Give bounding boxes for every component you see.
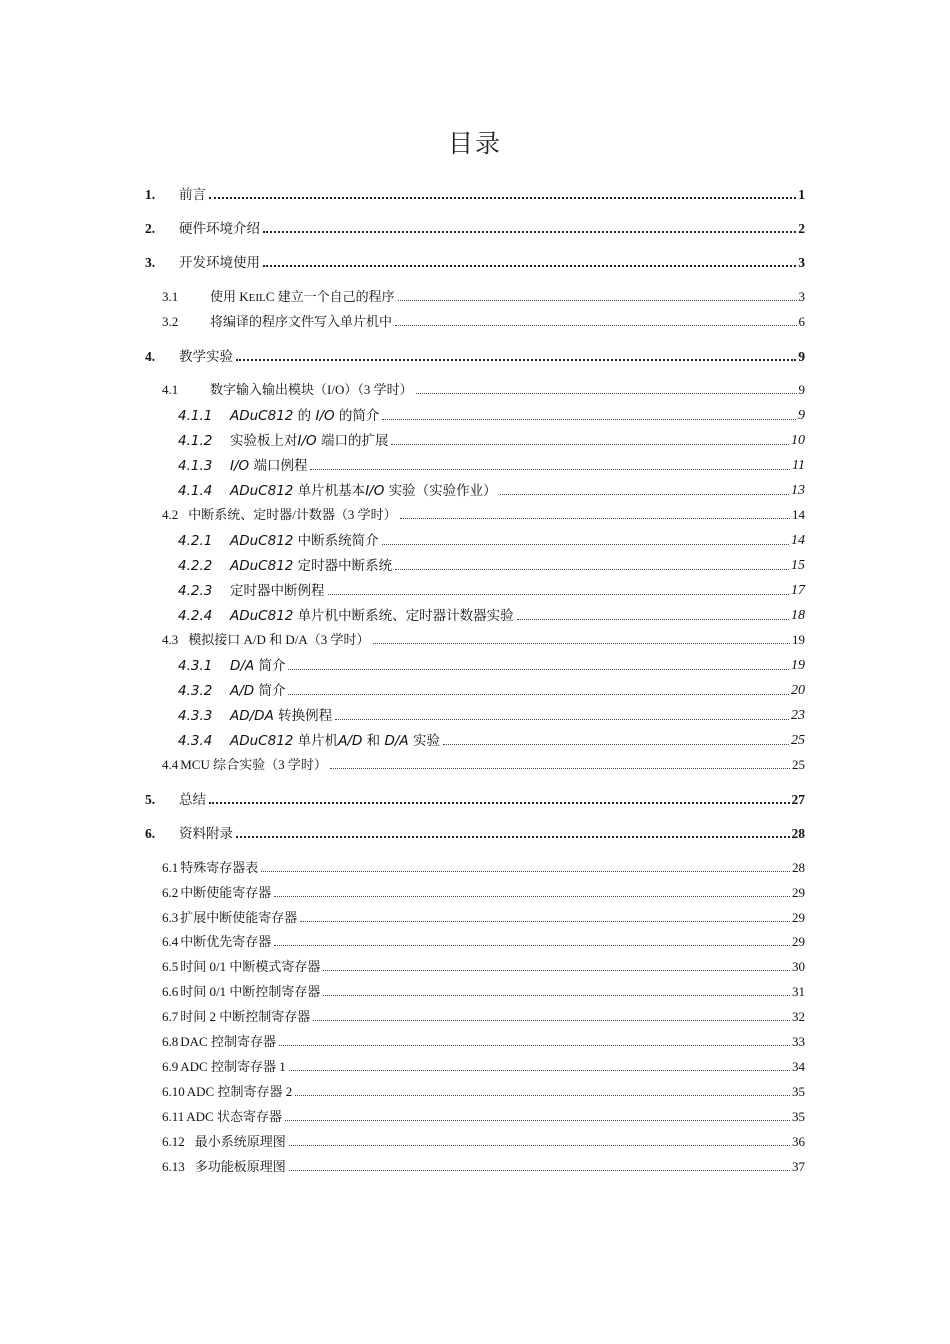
toc-entry-title-part: 中断系统简介 [293,533,379,549]
toc-entry-title-part: A/D [230,683,255,699]
toc-entry-title: 中断使能寄存器 [180,885,272,900]
dot-leader [416,393,797,394]
toc-entry[interactable] [162,1081,805,1100]
toc-entry-number: 6. [145,826,156,841]
dot-leader [300,921,790,922]
dot-leader [391,444,789,445]
toc-entry-title-part: 转换例程 [273,708,333,724]
toc-entry-title-part: 单片机 [293,733,339,749]
toc-entry-number: 3. [145,255,156,270]
toc-entry[interactable] [178,604,805,624]
toc-entry-page-number: 2 [798,221,805,236]
toc-entry-page-number: 28 [791,826,805,841]
toc-entry-number: 4.3.4 [178,733,213,749]
toc-entry-number: 6.4 [162,934,179,949]
toc-entry[interactable] [162,504,805,523]
toc-entry-page-number: 11 [792,458,805,473]
toc-entry-title: 特殊寄存器表 [180,860,259,875]
toc-entry-title: DAC 控制寄存器 [180,1034,276,1049]
toc-entry-page-number: 3 [798,255,805,270]
dot-leader [236,836,790,838]
toc-entry-title-part: A/D [338,733,363,749]
toc-entry-page-number: 9 [798,382,805,397]
toc-entry-title: ADC 控制寄存器 2 [186,1084,293,1099]
toc-entry-page-number: 15 [791,558,805,573]
toc-entry-number: 6.1 [162,860,179,875]
toc-entry-title: 模拟接口 A/D 和 D/A（3 学时） [188,632,370,647]
toc-entry-page-number: 17 [791,583,805,598]
toc-entry-number: 4.2.2 [178,558,213,574]
toc-entry-title-part: 简介 [254,658,286,674]
toc-entry-number: 6.6 [162,984,179,999]
toc-entry-page-number: 13 [791,483,805,498]
toc-entry-title: 将编译的程序文件写入单片机中 [210,314,393,329]
toc-entry-title [230,554,392,574]
toc-entry-number: 4.1 [162,382,179,397]
toc-entry-page-number: 3 [798,289,805,304]
toc-entry-title-part: 实验板上对 [230,433,298,449]
toc-entry-title: 多功能板原理图 [194,1159,286,1174]
toc-entry[interactable] [162,907,805,926]
toc-entry-title: 数字输入输出模块（I/O）（3 学时） [210,382,413,397]
toc-entry-title-part: ADuC812 [230,533,294,549]
toc-entry-page-number: 10 [791,433,805,448]
toc-entry-title: 硬件环境介绍 [179,221,260,237]
toc-entry-number: 3.1 [162,289,179,304]
toc-entry-title-part: I/O [230,458,250,474]
dot-leader [236,359,796,361]
toc-entry[interactable] [178,529,805,549]
toc-entry-page-number: 18 [791,608,805,623]
toc-entry[interactable] [162,857,805,876]
toc-entry-title: 教学实验 [179,349,233,365]
toc-entry[interactable] [162,1056,805,1075]
toc-entry-title-part: D/A [384,733,409,749]
toc-entry-number: 4.3.3 [178,708,213,724]
toc-entry-page-number: 1 [798,187,805,202]
toc-entry-title-part: I/O [297,433,317,449]
toc-entry-page-number: 34 [792,1059,805,1074]
dot-leader [500,494,789,495]
toc-entry[interactable] [145,183,805,203]
toc-entry-page-number: 19 [792,632,805,647]
toc-entry[interactable] [162,956,805,975]
dot-leader [313,1020,790,1021]
dot-leader [398,300,797,301]
toc-entry-page-number: 23 [791,708,805,723]
dot-leader [263,265,796,267]
dot-leader [209,802,790,804]
dot-leader [209,197,796,199]
toc-entry-page-number: 29 [792,910,805,925]
toc-entry-number: 6.7 [162,1009,179,1024]
toc-entry[interactable] [178,404,805,424]
toc-entry-page-number: 33 [792,1034,805,1049]
toc-entry-title-part: 实验 [408,733,440,749]
toc-entry-title-part: 单片机中断系统、定时器计数器实验 [293,608,514,624]
toc-entry[interactable] [145,822,805,842]
toc-entry-number: 6.12 [162,1134,185,1149]
toc-entry-title [230,729,440,749]
toc-entry[interactable] [178,679,805,699]
toc-entry-number: 4.3 [162,632,179,647]
dot-leader [288,694,789,695]
toc-entry[interactable] [162,1006,805,1025]
toc-entry-title-part: AD/DA [230,708,274,724]
toc-entry[interactable] [178,454,805,474]
toc-entry-number: 6.5 [162,959,179,974]
toc-entry[interactable] [178,579,805,599]
toc-entry-title-part: I/O [315,408,335,424]
dot-leader [443,744,789,745]
dot-leader [263,231,796,233]
toc-entry-number: 4.2.1 [178,533,213,549]
toc-entry-title: ADC 状态寄存器 [186,1109,282,1124]
dot-leader [517,619,789,620]
dot-leader [289,1070,790,1071]
toc-entry-title-part: 定时器中断系统 [293,558,393,574]
toc-entry-title-part: 实验（实验作业） [384,483,497,499]
toc-entry-number: 6.8 [162,1034,179,1049]
toc-entry-title: 前言 [179,187,206,203]
toc-entry-title [230,679,285,699]
dot-leader [323,970,790,971]
toc-entry-number: 4.2 [162,507,179,522]
toc-entry-title [230,704,332,724]
toc-entry-page-number: 32 [792,1009,805,1024]
dot-leader [373,643,790,644]
toc-entry-page-number: 28 [792,860,805,875]
toc-entry-title-part: ADuC812 [230,408,294,424]
toc-entry[interactable] [162,981,805,1000]
toc-entry-title-part: C 建立一个自己的程序 [265,289,395,304]
dot-leader [274,945,790,946]
toc-entry-number: 6.13 [162,1159,185,1174]
toc-entry[interactable] [162,754,805,773]
toc-entry-title-part: 端口的扩展 [316,433,389,449]
toc-entry[interactable] [162,311,805,330]
dot-leader [330,768,790,769]
toc-entry-title: 最小系统原理图 [194,1134,286,1149]
toc-entry-title-part: 定时器中断例程 [230,583,325,599]
toc-entry[interactable] [162,286,805,305]
toc-entry-title [230,429,388,449]
toc-entry-page-number: 37 [792,1159,805,1174]
toc-entry[interactable] [178,654,805,674]
toc-entry-title-part: 简介 [254,683,286,699]
toc-entry-title-part: ADuC812 [230,733,294,749]
dot-leader [335,719,789,720]
toc-entry[interactable] [162,931,805,950]
toc-entry-page-number: 9 [798,349,805,364]
toc-entry-page-number: 14 [792,507,805,522]
toc-entry-number: 6.2 [162,885,179,900]
dot-leader [382,544,789,545]
toc-entry-number: 4.2.4 [178,608,213,624]
toc-entry[interactable] [178,729,805,749]
toc-entry-title: MCU 综合实验（3 学时） [180,757,327,772]
toc-entry-number: 4.3.2 [178,683,213,699]
toc-entry-number: 4.1.4 [178,483,213,499]
toc-entry-number: 2. [145,221,156,236]
toc-entry[interactable] [145,251,805,271]
toc-entry-page-number: 6 [798,314,805,329]
page-title: 目录 [447,129,502,158]
toc-entry-page-number: 19 [791,658,805,673]
toc-entry-number: 4.4 [162,757,179,772]
toc-entry-title-part: I/O [365,483,385,499]
toc-entry-title-part: 使用 K [210,289,249,304]
toc-entry-number: 1. [145,187,156,202]
toc-entry-title [230,454,307,474]
toc-entry-title: 中断优先寄存器 [180,934,272,949]
toc-entry-title-part: D/A [230,658,255,674]
dot-leader [289,1145,790,1146]
toc-entry-page-number: 31 [792,984,805,999]
toc-entry-title: 扩展中断使能寄存器 [180,910,298,925]
toc-entry-title-part: 的简介 [334,408,380,424]
dot-leader [288,669,789,670]
toc-entry[interactable] [162,1106,805,1125]
toc-entry-title-part: 端口例程 [249,458,308,474]
dot-leader [382,419,796,420]
toc-entry-page-number: 36 [792,1134,805,1149]
toc-entry-title [230,579,325,599]
toc-entry-number: 6.10 [162,1084,185,1099]
toc-entry-title: ADC 控制寄存器 1 [180,1059,286,1074]
toc-entry-number: 4.3.1 [178,658,213,674]
toc-entry-title: 中断系统、定时器/计数器（3 学时） [188,507,397,522]
toc-entry[interactable] [178,554,805,574]
toc-entry-page-number: 29 [792,885,805,900]
toc-entry-number: 4. [145,349,156,364]
dot-leader [395,325,796,326]
toc-entry[interactable] [145,788,805,808]
toc-entry[interactable] [145,217,805,237]
toc-entry-title [230,404,379,424]
toc-entry-title [210,286,395,305]
toc-entry-title: 资料附录 [179,826,233,842]
toc-entry-number: 4.2.3 [178,583,213,599]
toc-entry-page-number: 25 [792,757,805,772]
dot-leader [400,518,790,519]
toc-entry[interactable] [162,1131,805,1150]
toc-entry[interactable] [178,479,805,499]
toc-entry-number: 4.1.1 [178,408,213,424]
toc-entry-title: 时间 0/1 中断模式寄存器 [180,959,321,974]
toc-entry-number: 6.11 [162,1109,185,1124]
toc-entry-page-number: 25 [791,733,805,748]
dot-leader [323,995,790,996]
toc-entry-page-number: 14 [791,533,805,548]
toc-entry-title-part: ADuC812 [230,558,294,574]
toc-entry-title [230,654,285,674]
toc-entry-number: 6.9 [162,1059,179,1074]
dot-leader [295,1095,790,1096]
dot-leader [279,1045,790,1046]
toc-entry-number: 6.3 [162,910,179,925]
toc-entry-number: 4.1.3 [178,458,213,474]
toc-entry-number: 5. [145,792,156,807]
toc-entry-page-number: 35 [792,1109,805,1124]
toc-entry-page-number: 30 [792,959,805,974]
toc-entry-title: 时间 0/1 中断控制寄存器 [180,984,321,999]
toc-entry-page-number: 29 [792,934,805,949]
dot-leader [395,569,789,570]
toc-entry-page-number: 9 [798,408,805,423]
toc-entry-title: 开发环境使用 [179,255,260,271]
toc-entry-title: 时间 2 中断控制寄存器 [180,1009,311,1024]
toc-entry[interactable] [145,345,805,365]
dot-leader [285,1120,790,1121]
toc-entry-number: 4.1.2 [178,433,213,449]
dot-leader [274,896,790,897]
toc-entry-title [230,604,514,624]
toc-entry-page-number: 20 [791,683,805,698]
toc-entry[interactable] [178,429,805,449]
toc-entry-number: 3.2 [162,314,179,329]
toc-entry-title: 总结 [179,792,206,808]
toc-entry[interactable] [162,379,805,398]
toc-entry[interactable] [178,704,805,724]
toc-entry-title-part: 的 [293,408,316,424]
toc-entry-page-number: 27 [791,792,805,807]
toc-entry-title-part: 单片机基本 [293,483,366,499]
dot-leader [310,469,790,470]
toc-entry-title [230,529,379,549]
toc-entry-title-part: ADuC812 [230,608,294,624]
toc-entry[interactable] [162,1031,805,1050]
toc-entry-page-number: 35 [792,1084,805,1099]
dot-leader [328,594,790,595]
toc-entry[interactable] [162,629,805,648]
toc-entry[interactable] [162,882,805,901]
toc-entry-title-part: EIL [248,292,266,304]
dot-leader [261,871,790,872]
dot-leader [289,1170,790,1171]
toc-entry[interactable] [162,1156,805,1175]
toc-entry-title-part: 和 [362,733,385,749]
toc-entry-title [230,479,497,499]
toc-entry-title-part: ADuC812 [230,483,294,499]
